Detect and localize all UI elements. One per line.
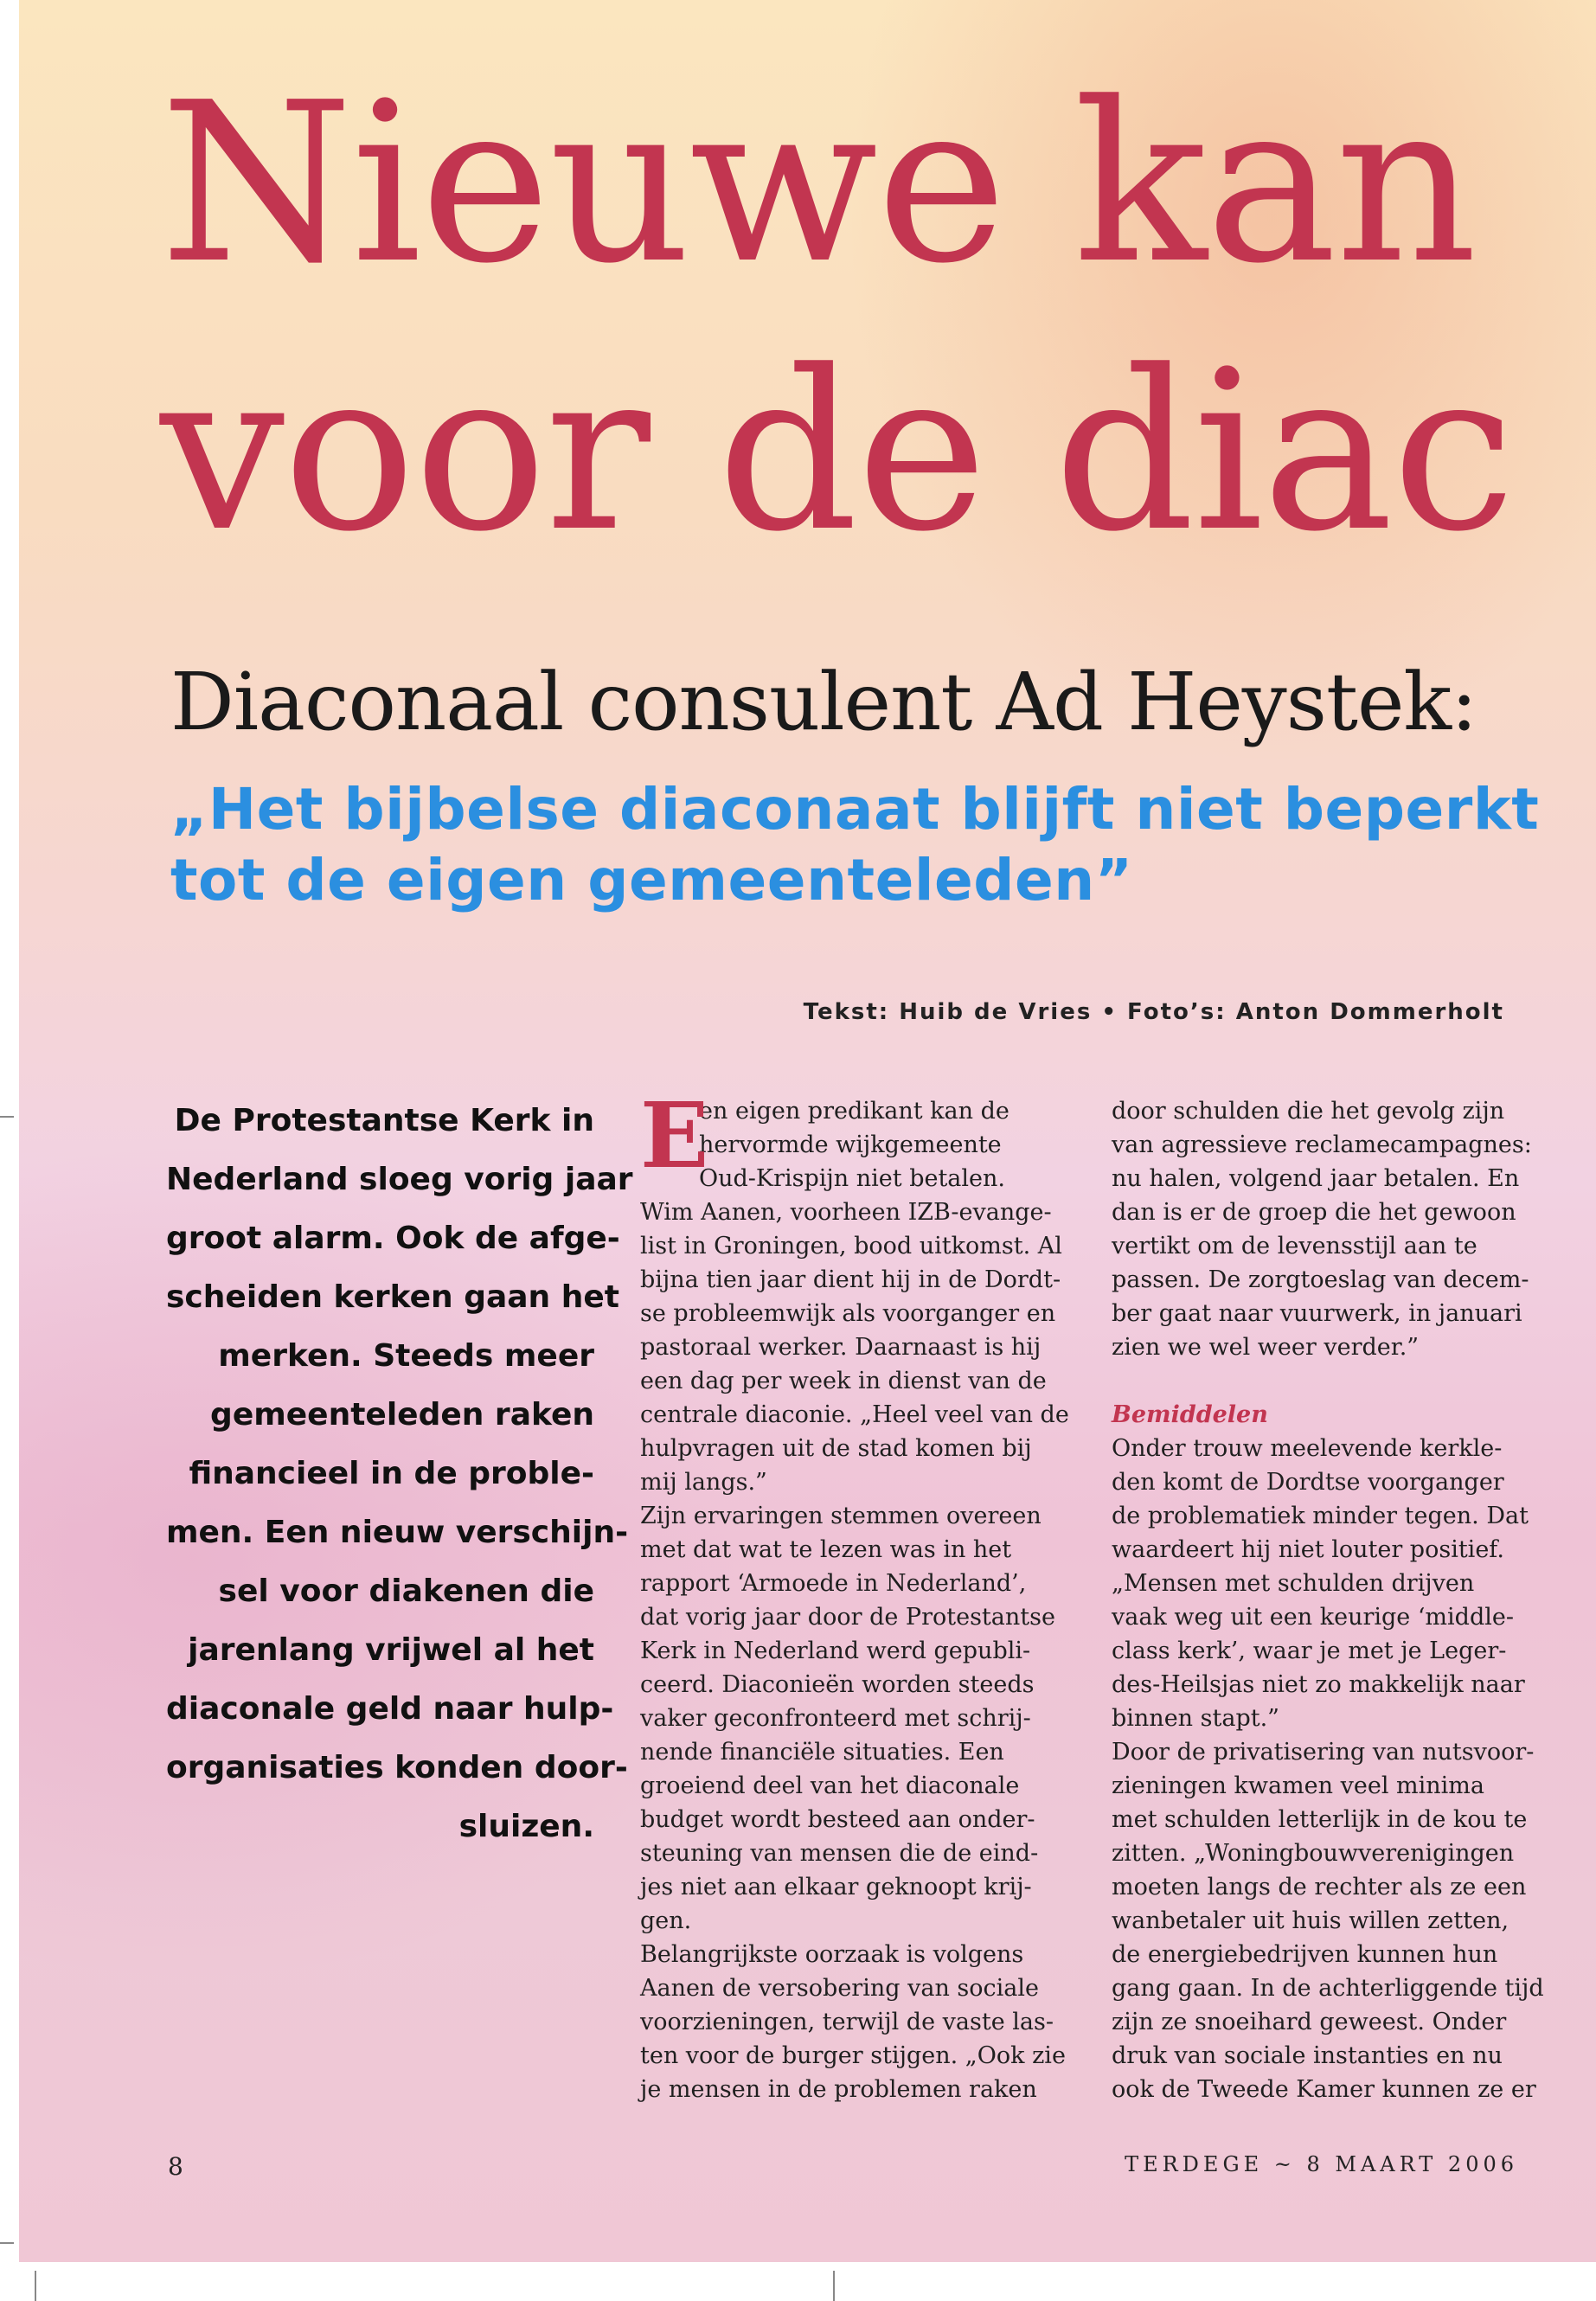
body-line: passen. De zorgtoeslag van decem- bbox=[1112, 1266, 1529, 1293]
body-line: hervormde wijkgemeente bbox=[699, 1131, 1002, 1158]
intro-line: diaconale geld naar hulp- bbox=[166, 1691, 614, 1727]
crop-mark bbox=[35, 2271, 36, 2301]
body-line: class kerk’, waar je met je Leger- bbox=[1112, 1638, 1507, 1664]
body-line: vertikt om de levensstijl aan te bbox=[1112, 1233, 1477, 1259]
body-line: Belangrijkste oorzaak is volgens bbox=[640, 1941, 1024, 1968]
headline-line-1: Nieuwe kan bbox=[160, 55, 1476, 312]
body-line: gang gaan. In de achterliggende tijd bbox=[1112, 1975, 1544, 2002]
article-intro bbox=[166, 1092, 633, 1856]
body-line: budget wordt besteed aan onder- bbox=[640, 1806, 1035, 1833]
body-line: moeten langs de rechter als ze een bbox=[1112, 1874, 1527, 1900]
folio-footer: TERDEGE ~ 8 MAART 2006 bbox=[1125, 2152, 1518, 2176]
body-line: Zijn ervaringen stemmen overeen bbox=[640, 1503, 1042, 1529]
body-line: vaak weg uit een keurige ‘middle- bbox=[1112, 1604, 1514, 1631]
body-line: nende financiële situaties. Een bbox=[640, 1739, 1004, 1766]
intro-line: financieel in de proble- bbox=[189, 1456, 594, 1491]
body-line: list in Groningen, bood uitkomst. Al bbox=[640, 1233, 1062, 1259]
body-line: van agressieve reclamecampagnes: bbox=[1112, 1131, 1532, 1158]
body-line: waardeert hij niet louter positief. bbox=[1112, 1536, 1504, 1563]
body-line: met schulden letterlijk in de kou te bbox=[1112, 1806, 1528, 1833]
body-line: wanbetaler uit huis willen zetten, bbox=[1112, 1907, 1509, 1934]
body-line: Oud-Krispijn niet betalen. bbox=[699, 1165, 1005, 1192]
body-line: Door de privatisering van nutsvoor- bbox=[1112, 1739, 1535, 1766]
body-line: Onder trouw meelevende kerkle- bbox=[1112, 1435, 1503, 1462]
body-line: Wim Aanen, voorheen IZB-evange- bbox=[640, 1199, 1052, 1226]
quote-line-1: „Het bijbelse diaconaat blijft niet beperkt bbox=[170, 776, 1540, 843]
body-line: binnen stapt.” bbox=[1112, 1705, 1279, 1732]
dropcap-paragraph bbox=[640, 1082, 1090, 1195]
body-line: ook de Tweede Kamer kunnen ze er bbox=[1112, 2076, 1536, 2103]
magazine-page bbox=[19, 0, 1596, 2262]
body-line: met dat wat te lezen was in het bbox=[640, 1536, 1012, 1563]
paragraph-gap bbox=[1112, 1364, 1561, 1398]
body-line: pastoraal werker. Daarnaast is hij bbox=[640, 1334, 1042, 1361]
body-line: door schulden die het gevolg zijn bbox=[1112, 1098, 1505, 1125]
body-line: je mensen in de problemen raken bbox=[640, 2076, 1037, 2103]
intro-line: De Protestantse Kerk in bbox=[174, 1103, 594, 1138]
dropcap-letter: E bbox=[640, 1082, 709, 1189]
body-line: groeiend deel van het diaconale bbox=[640, 1772, 1020, 1799]
body-line: mij langs.” bbox=[640, 1469, 767, 1496]
body-line: ceerd. Diaconieën worden steeds bbox=[640, 1671, 1035, 1698]
intro-line: men. Een nieuw verschijn- bbox=[166, 1515, 629, 1550]
body-line: zijn ze snoeihard geweest. Onder bbox=[1112, 2009, 1507, 2035]
column-2-body-top bbox=[1112, 1094, 1561, 1364]
headline-line-2: voor de diac bbox=[160, 324, 1514, 580]
body-line: zien we wel weer verder.” bbox=[1112, 1334, 1420, 1361]
body-line: den komt de Dordtse voorganger bbox=[1112, 1469, 1504, 1496]
body-line: se probleemwijk als voorganger en bbox=[640, 1300, 1056, 1327]
body-line: druk van sociale instanties en nu bbox=[1112, 2042, 1503, 2069]
section-heading: Bemiddelen bbox=[1112, 1401, 1268, 1428]
text-column-2 bbox=[1112, 1094, 1561, 2106]
body-line: ber gaat naar vuurwerk, in januari bbox=[1112, 1300, 1522, 1327]
column-1-body bbox=[640, 1195, 1090, 2106]
body-line: centrale diaconie. „Heel veel van de bbox=[640, 1401, 1069, 1428]
body-line: de energiebedrijven kunnen hun bbox=[1112, 1941, 1498, 1968]
body-line: des-Heilsjas niet zo makkelijk naar bbox=[1112, 1671, 1525, 1698]
article-quote bbox=[170, 774, 1539, 916]
intro-line: sel voor diakenen die bbox=[218, 1574, 594, 1609]
body-line: dat vorig jaar door de Protestantse bbox=[640, 1604, 1055, 1631]
body-line: nu halen, volgend jaar betalen. En bbox=[1112, 1165, 1520, 1192]
body-line: ten voor de burger stijgen. „Ook zie bbox=[640, 2042, 1066, 2069]
body-line: de problematiek minder tegen. Dat bbox=[1112, 1503, 1529, 1529]
body-line: zitten. „Woningbouwverenigingen bbox=[1112, 1840, 1515, 1867]
intro-line: merken. Steeds meer bbox=[218, 1338, 594, 1374]
body-line: en eigen predikant kan de bbox=[699, 1098, 1010, 1125]
crop-mark bbox=[0, 2242, 14, 2244]
article-subtitle: Diaconaal consulent Ad Heystek: bbox=[170, 656, 1477, 748]
intro-line: Nederland sloeg vorig jaar bbox=[166, 1162, 633, 1197]
body-line: voorzieningen, terwijl de vaste las- bbox=[640, 2009, 1054, 2035]
body-line: jes niet aan elkaar geknoopt krij- bbox=[640, 1874, 1032, 1900]
quote-line-2: tot de eigen gemeenteleden” bbox=[170, 847, 1133, 913]
text-column-1 bbox=[640, 1082, 1090, 2106]
page-number: 8 bbox=[168, 2152, 183, 2181]
body-line: bijna tien jaar dient hij in de Dordt- bbox=[640, 1266, 1061, 1293]
article-credits: Tekst: Huib de Vries • Foto’s: Anton Dommerholt bbox=[803, 999, 1504, 1025]
intro-line: gemeenteleden raken bbox=[210, 1397, 594, 1433]
body-line: rapport ‘Armoede in Nederland’, bbox=[640, 1570, 1027, 1597]
body-line: steuning van mensen die de eind- bbox=[640, 1840, 1039, 1867]
body-line: Kerk in Nederland werd gepubli- bbox=[640, 1638, 1031, 1664]
crop-mark bbox=[833, 2271, 835, 2301]
intro-line: groot alarm. Ook de afge- bbox=[166, 1221, 620, 1256]
body-line: vaker geconfronteerd met schrij- bbox=[640, 1705, 1031, 1732]
body-line: Aanen de versobering van sociale bbox=[640, 1975, 1039, 2002]
intro-line: scheiden kerken gaan het bbox=[166, 1279, 619, 1315]
intro-line: organisaties konden door- bbox=[166, 1750, 628, 1785]
crop-mark bbox=[0, 1116, 14, 1118]
body-line: een dag per week in dienst van de bbox=[640, 1368, 1047, 1394]
intro-line: jarenlang vrijwel al het bbox=[188, 1632, 594, 1668]
body-line: dan is er de groep die het gewoon bbox=[1112, 1199, 1516, 1226]
body-line: gen. bbox=[640, 1907, 692, 1934]
body-line: „Mensen met schulden drijven bbox=[1112, 1570, 1475, 1597]
intro-line: sluizen. bbox=[458, 1809, 594, 1844]
column-2-body-bottom bbox=[1112, 1432, 1561, 2106]
body-line: hulpvragen uit de stad komen bij bbox=[640, 1435, 1032, 1462]
body-line: zieningen kwamen veel minima bbox=[1112, 1772, 1484, 1799]
